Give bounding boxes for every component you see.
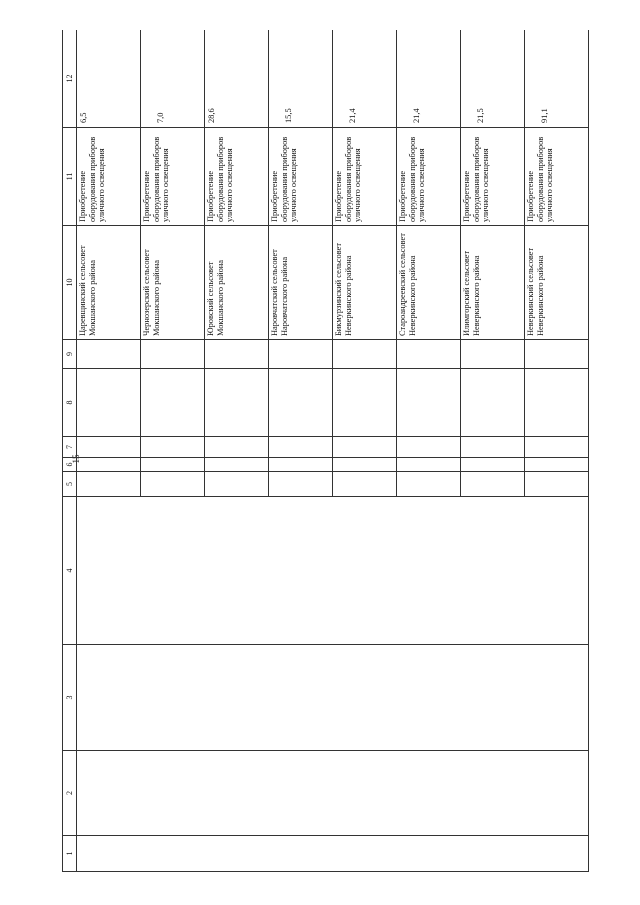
cell-col-5 [269, 472, 333, 497]
cell-col-8 [269, 369, 333, 437]
cell-col-3 [77, 645, 589, 751]
cell-purpose: Приобретение оборудования приборов уличного освещения [141, 128, 205, 226]
cell-col-9 [205, 340, 269, 369]
table-row [77, 30, 141, 872]
cell-col-5 [525, 472, 589, 497]
cell-col-5 [397, 472, 461, 497]
cell-col-6 [205, 458, 269, 472]
cell-amount: 21,5 [461, 30, 525, 128]
cell-col-4 [77, 497, 589, 645]
cell-amount: 28,6 [205, 30, 269, 128]
cell-col-6 [525, 458, 589, 472]
cell-col-8 [333, 369, 397, 437]
cell-col-6 [397, 458, 461, 472]
cell-col-7 [461, 437, 525, 458]
col-header-3: 3 [63, 645, 77, 751]
cell-col-7 [333, 437, 397, 458]
cell-col-6 [77, 458, 141, 472]
cell-purpose: Приобретение оборудования приборов уличного освещения [205, 128, 269, 226]
col-header-10: 10 [63, 226, 77, 340]
cell-purpose: Приобретение оборудования приборов уличного освещения [461, 128, 525, 226]
col-header-9: 9 [63, 340, 77, 369]
cell-col-9 [525, 340, 589, 369]
cell-municipality: Наровчатский сельсовет Наровчатского района [269, 226, 333, 340]
cell-col-1 [77, 836, 589, 872]
col-header-5: 5 [63, 472, 77, 497]
cell-col-9 [397, 340, 461, 369]
cell-col-7 [77, 437, 141, 458]
cell-municipality: Неверкинский сельсовет Неверкинского района [525, 226, 589, 340]
cell-purpose: Приобретение оборудования приборов уличного освещения [269, 128, 333, 226]
col-header-11: 11 [63, 128, 77, 226]
cell-col-6 [141, 458, 205, 472]
cell-col-7 [141, 437, 205, 458]
cell-amount: 6,5 [77, 30, 141, 128]
cell-col-8 [461, 369, 525, 437]
cell-amount: 7,0 [141, 30, 205, 128]
cell-purpose: Приобретение оборудования приборов уличного освещения [333, 128, 397, 226]
cell-purpose: Приобретение оборудования приборов уличного освещения [77, 128, 141, 226]
col-header-6: 6 [63, 458, 77, 472]
col-header-2: 2 [63, 751, 77, 836]
cell-col-8 [77, 369, 141, 437]
col-header-1: 1 [63, 836, 77, 872]
cell-purpose: Приобретение оборудования приборов уличного освещения [397, 128, 461, 226]
data-table [62, 30, 589, 872]
cell-col-2 [77, 751, 589, 836]
cell-col-8 [205, 369, 269, 437]
cell-col-5 [141, 472, 205, 497]
cell-municipality: Илимгорский сельсовет Неверкинского района [461, 226, 525, 340]
page-number: 15 [71, 454, 81, 464]
cell-col-9 [77, 340, 141, 369]
cell-municipality: Староандреевский сельсовет Неверкинского района [397, 226, 461, 340]
rotated-table-frame [62, 30, 589, 872]
cell-municipality: Царевщинский сельсовет Мокшанского района [77, 226, 141, 340]
cell-col-9 [461, 340, 525, 369]
cell-col-9 [333, 340, 397, 369]
cell-municipality: Юровский сельсовет Мокшанского района [205, 226, 269, 340]
cell-col-8 [525, 369, 589, 437]
cell-col-5 [333, 472, 397, 497]
col-header-12: 12 [63, 30, 77, 128]
cell-col-8 [141, 369, 205, 437]
cell-col-5 [77, 472, 141, 497]
cell-amount: 21,4 [333, 30, 397, 128]
cell-municipality: Бикмурзинский сельсовет Неверкинского района [333, 226, 397, 340]
cell-col-7 [269, 437, 333, 458]
cell-col-7 [525, 437, 589, 458]
cell-col-7 [205, 437, 269, 458]
col-header-7: 7 [63, 437, 77, 458]
col-header-4: 4 [63, 497, 77, 645]
cell-col-5 [205, 472, 269, 497]
col-header-8: 8 [63, 369, 77, 437]
cell-col-6 [333, 458, 397, 472]
cell-col-9 [141, 340, 205, 369]
cell-col-9 [269, 340, 333, 369]
cell-col-5 [461, 472, 525, 497]
cell-col-6 [461, 458, 525, 472]
header-row [63, 30, 77, 872]
cell-municipality: Чернозерский сельсовет Мокшанского района [141, 226, 205, 340]
cell-amount: 21,4 [397, 30, 461, 128]
cell-col-7 [397, 437, 461, 458]
cell-purpose: Приобретение оборудования приборов уличного освещения [525, 128, 589, 226]
cell-col-8 [397, 369, 461, 437]
cell-amount: 15,5 [269, 30, 333, 128]
cell-col-6 [269, 458, 333, 472]
cell-amount: 91,1 [525, 30, 589, 128]
